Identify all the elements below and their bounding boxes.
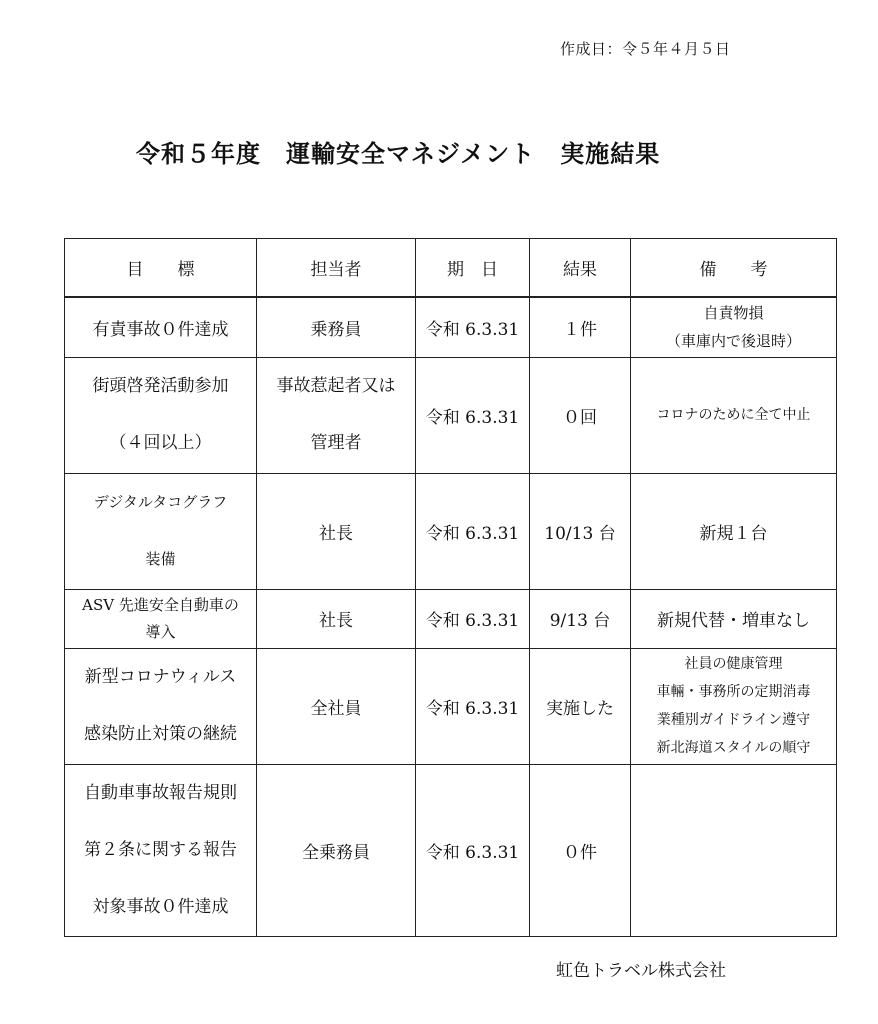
notes-cell bbox=[631, 764, 837, 936]
header-notes: 備 考 bbox=[631, 239, 837, 298]
goal-cell bbox=[65, 589, 257, 648]
owner-cell bbox=[257, 357, 416, 473]
header-result: 結果 bbox=[530, 239, 631, 298]
goal-cell bbox=[65, 297, 257, 357]
note-line: 自責物損 bbox=[703, 304, 764, 323]
result-cell: 9/13 台 bbox=[530, 589, 631, 648]
owner-text: 社長 bbox=[319, 611, 353, 631]
owner-text: 管理者 bbox=[310, 433, 362, 453]
note-line: コロナのために全て中止 bbox=[656, 407, 811, 423]
table-row bbox=[65, 764, 837, 936]
table-row bbox=[65, 473, 837, 589]
note-line: 車輛・事務所の定期消毒 bbox=[656, 684, 811, 700]
results-table bbox=[64, 238, 837, 937]
header-owner: 担当者 bbox=[257, 239, 416, 298]
goal-text: 新型コロナウィルス bbox=[84, 667, 237, 687]
owner-cell bbox=[257, 473, 416, 589]
table-row bbox=[65, 648, 837, 764]
goal-text: （４回以上） bbox=[109, 433, 212, 453]
deadline-cell: 令和 6.3.31 bbox=[416, 764, 530, 936]
result-cell: 10/13 台 bbox=[530, 473, 631, 589]
goal-text: 第２条に関する報告 bbox=[84, 839, 237, 860]
table-row bbox=[65, 357, 837, 473]
document-title: 令和５年度 運輸安全マネジメント 実施結果 bbox=[136, 139, 661, 168]
goal-text: 有責事故０件達成 bbox=[92, 319, 229, 340]
notes-cell bbox=[631, 357, 837, 473]
owner-cell bbox=[257, 648, 416, 764]
goal-text: 自動車事故報告規則 bbox=[84, 782, 237, 803]
owner-text: 全社員 bbox=[310, 698, 362, 719]
result-cell: ０回 bbox=[530, 357, 631, 473]
notes-cell bbox=[631, 589, 837, 648]
owner-cell bbox=[257, 764, 416, 936]
deadline-cell: 令和 6.3.31 bbox=[416, 357, 530, 473]
created-date: 作成日：令５年４月５日 bbox=[560, 40, 731, 58]
owner-cell bbox=[257, 297, 416, 357]
company-name: 虹色トラベル株式会社 bbox=[556, 961, 726, 981]
deadline-cell: 令和 6.3.31 bbox=[416, 473, 530, 589]
header-goal: 目 標 bbox=[65, 239, 257, 298]
result-cell: 実施した bbox=[530, 648, 631, 764]
note-line: 社員の健康管理 bbox=[684, 656, 783, 672]
owner-text: 乗務員 bbox=[310, 319, 362, 340]
goal-cell bbox=[65, 473, 257, 589]
note-line: （車庫内で後退時） bbox=[665, 332, 801, 351]
owner-text: 全乗務員 bbox=[302, 842, 370, 863]
goal-cell bbox=[65, 357, 257, 473]
table-row bbox=[65, 589, 837, 648]
note-line: 新規１台 bbox=[699, 523, 768, 544]
goal-text: 感染防止対策の継続 bbox=[84, 724, 237, 744]
goal-text: 街頭啓発活動参加 bbox=[92, 376, 229, 396]
deadline-cell: 令和 6.3.31 bbox=[416, 297, 530, 357]
goal-text: デジタルタコグラフ bbox=[93, 493, 228, 511]
goal-text: ASV 先進安全自動車の bbox=[82, 595, 239, 614]
notes-cell bbox=[631, 648, 837, 764]
goal-cell bbox=[65, 764, 257, 936]
result-cell: １件 bbox=[530, 297, 631, 357]
note-line: 新北海道スタイルの順守 bbox=[656, 740, 811, 756]
note-line: 業種別ガイドライン遵守 bbox=[656, 712, 811, 728]
goal-cell bbox=[65, 648, 257, 764]
owner-text: 事故惹起者又は bbox=[276, 376, 396, 396]
deadline-cell: 令和 6.3.31 bbox=[416, 589, 530, 648]
result-cell: ０件 bbox=[530, 764, 631, 936]
deadline-cell: 令和 6.3.31 bbox=[416, 648, 530, 764]
note-line: 新規代替・増車なし bbox=[657, 611, 810, 631]
goal-text: 対象事故０件達成 bbox=[92, 896, 229, 917]
goal-text: 装備 bbox=[145, 550, 176, 568]
notes-cell bbox=[631, 473, 837, 589]
owner-cell bbox=[257, 589, 416, 648]
header-deadline: 期 日 bbox=[416, 239, 530, 298]
owner-text: 社長 bbox=[319, 523, 353, 544]
notes-cell bbox=[631, 297, 837, 357]
goal-text: 導入 bbox=[145, 622, 176, 641]
table-row bbox=[65, 297, 837, 357]
table-header-row bbox=[65, 239, 837, 298]
